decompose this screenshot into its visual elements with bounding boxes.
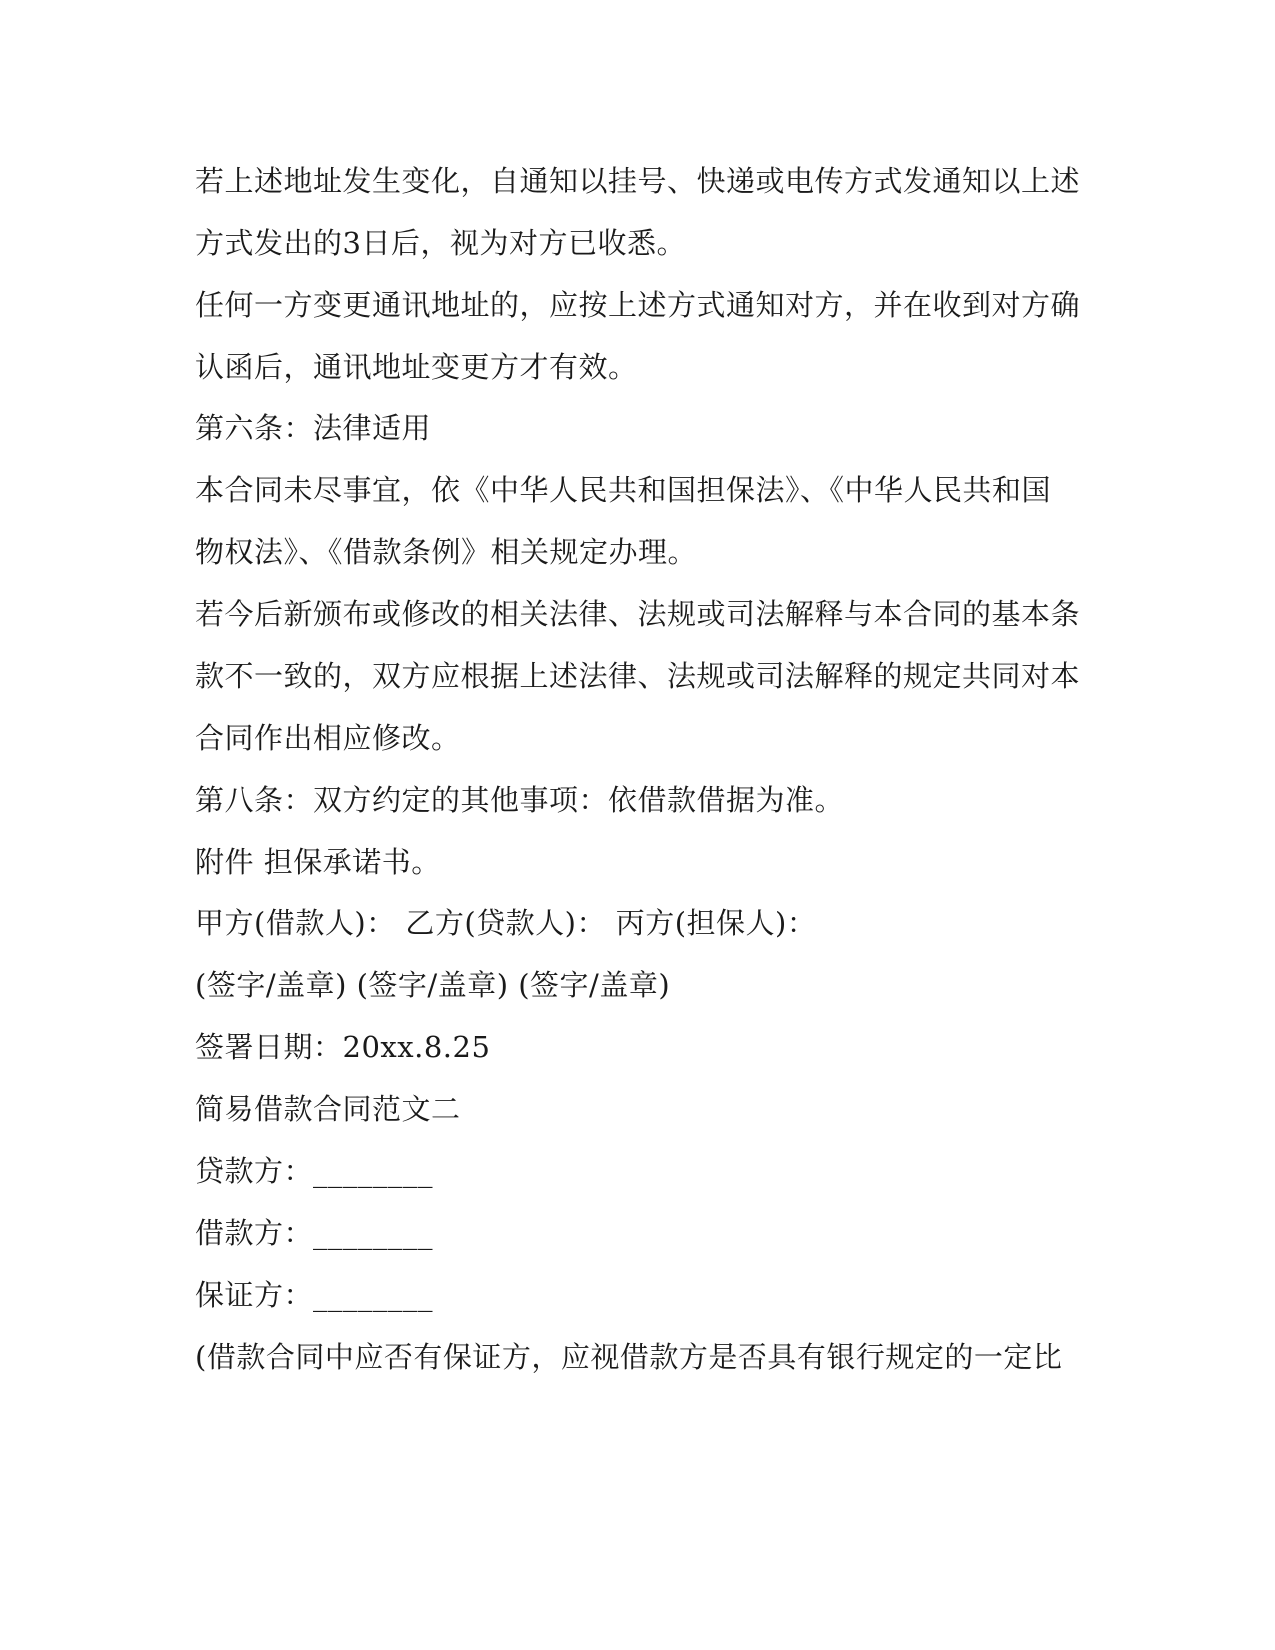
text-line-address-effective: 认函后，通讯地址变更方才有效。 bbox=[195, 350, 638, 384]
text-line-law-basis-cont: 物权法》、《借款条例》相关规定办理。 bbox=[195, 535, 698, 569]
text-line-guarantor-note: (借款合同中应否有保证方，应视借款方是否具有银行规定的一定比 bbox=[195, 1340, 1063, 1374]
borrower-field-line: 借款方：________ bbox=[195, 1216, 434, 1250]
text-line-new-law: 若今后新颁布或修改的相关法律、法规或司法解释与本合同的基本条 bbox=[195, 597, 1081, 631]
attachment-line: 附件 担保承诺书。 bbox=[195, 845, 441, 879]
text-line-address-change: 任何一方变更通讯地址的，应按上述方式通知对方，并在收到对方确 bbox=[195, 288, 1081, 322]
section-title-template-two: 简易借款合同范文二 bbox=[195, 1092, 461, 1126]
sign-date-line: 签署日期：20xx.8.25 bbox=[195, 1030, 491, 1064]
article-heading-law: 第六条：法律适用 bbox=[195, 411, 432, 445]
signatures-line: (签字/盖章) (签字/盖章) (签字/盖章) bbox=[195, 968, 671, 1002]
article-heading-other-matters: 第八条：双方约定的其他事项：依借款借据为准。 bbox=[195, 783, 845, 817]
text-line-law-basis: 本合同未尽事宜，依《中华人民共和国担保法》、《中华人民共和国 bbox=[195, 473, 1052, 507]
lender-field-line: 贷款方：________ bbox=[195, 1154, 434, 1188]
text-line-notice-received: 方式发出的3日后，视为对方已收悉。 bbox=[195, 226, 686, 260]
parties-line: 甲方(借款人)： 乙方(贷款人)： 丙方(担保人)： bbox=[195, 906, 817, 940]
guarantor-field-line: 保证方：________ bbox=[195, 1278, 434, 1312]
text-line-new-law-end: 合同作出相应修改。 bbox=[195, 721, 461, 755]
text-line-new-law-cont: 款不一致的，双方应根据上述法律、法规或司法解释的规定共同对本 bbox=[195, 659, 1081, 693]
text-line-notice-change: 若上述地址发生变化，自通知以挂号、快递或电传方式发通知以上述 bbox=[195, 164, 1081, 198]
